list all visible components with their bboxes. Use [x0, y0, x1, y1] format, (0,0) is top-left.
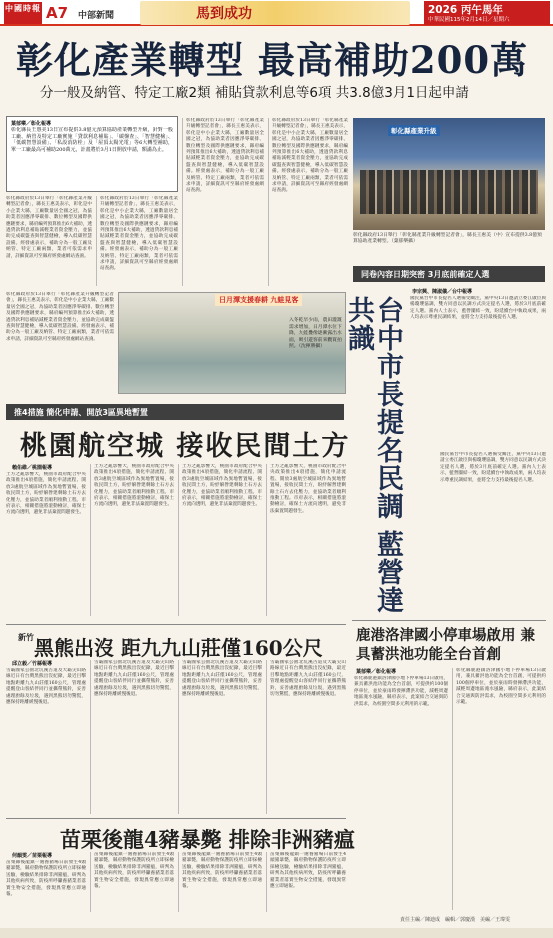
story4-byline: 邱立毅／竹縣報導	[12, 661, 53, 667]
page-footer	[0, 928, 553, 938]
main-subhead: 分一般及納管、特定工廠2類 補貼貸款利息等6項 共3.8億3月1日起申請	[40, 85, 469, 101]
page-number: A7	[46, 4, 69, 22]
story-body-col-5: 彰化縣政府於13日舉行「彰化縣產業升級轉型記者會」，縣長王惠美表示，彰化是中小企業大縣，工廠數量居全國之冠，為協助業者因應淨零碳排、數位轉型及國際供應鏈要求，縣府編列預算推出6大補助，透過貸款利息補貼減輕業者資金壓力，並協助完成碳盤查與智慧健檢，導入低碳智慧設備。經發處表示，補助分為一般工廠及納管、特定工廠兩類，業者可依需求申請，詳細資訊可至縣府經發處網站查詢。	[6, 292, 114, 342]
story-body-col-3: 彰化縣政府於13日舉行「彰化縣產業升級轉型記者會」，縣長王惠美表示，彰化是中小企業大縣，工廠數量居全國之冠，為協助業者因應淨零碳排、數位轉型及國際供應鏈要求，縣府編列預算推出6大補助，透過貸款利息補貼減輕業者資金壓力，並協助完成碳盤查與智慧健檢，導入低碳智慧設備。經發處表示，補助分為一般工廠及納管、特定工廠兩類，業者可依需求申請，詳細資訊可至縣府經發處網站查詢。	[182, 118, 264, 286]
story4-headline	[18, 632, 323, 661]
new-year-banner	[140, 1, 410, 25]
story-body-col-4: 彰化縣政府於13日舉行「彰化縣產業升級轉型記者會」，縣長王惠美表示，彰化是中小企業大縣，工廠數量居全國之冠，為協助業者因應淨零碳排、數位轉型及國際供應鏈要求，縣府編列預算推出6大補助，透過貸款利息補貼減輕業者資金壓力，並協助完成碳盤查與智慧健檢，導入低碳智慧設備。經發處表示，補助分為一般工廠及納管、特定工廠兩類，業者可依需求申請，詳細資訊可至縣府經發處網站查詢。	[268, 118, 348, 286]
story5-col-4: 苗栗縣後龍鎮一處養豬場日前發生4頭豬暴斃，縣府動物保護防疫所立即採檢送驗，檢驗結果排除非洲豬瘟，研判為其他疾病所致，防疫所呼籲養豬業者落實生物安全措施，發現異常應立即通報。	[266, 852, 346, 912]
year-label: 2026 丙午馬年	[428, 4, 503, 16]
lead-paragraph: 彰化縣長王惠美13日宣布提供3.8億元預算協助產業轉型升級，針對一般工廠、納管及特定工廠實施「貸款利息補貼」、「碳盤查」、「智慧健檢」、「低碳智慧設備」、「私設消防栓」及「屋頂太陽光電」等6大轉型補助，單一工廠最高可補助200萬元，計畫將於3月1日開放申請，額滿為止。	[11, 127, 173, 153]
story6-col-1: 彰化縣鹿港鎮洛津國小地下停車場13日啟用，兼具蓄洪池功能為全台首創，可提供約100個停車位，並於豪雨時發揮滯洪功能，減輕周邊地區淹水風險，縣府表示，此案結合交通與防洪需求，為校園空間多元利用的示範。	[354, 676, 448, 707]
main-headline: 彰化產業轉型 最高補助200萬	[16, 38, 529, 82]
banner-text: 馬到成功	[196, 6, 252, 22]
story5-col-2: 苗栗縣後龍鎮一處養豬場日前發生4頭豬暴斃，縣府動物保護防疫所立即採檢送驗，檢驗結果排除非洲豬瘟，研判為其他疾病所致，防疫所呼籲養豬業者落實生物安全措施，發現異常應立即通報。	[90, 852, 174, 912]
story2-col-3: 土方之亂影響大，桃園市政府配合中央政策推出4項措施，簡化申請流程、開放3處航空城區域作為異地暫置場，接收民間土方，盼紓解營建剩餘土石方去化壓力，並協助業者順利推動工程。市府表示，相關措施將滾動檢討，確保土方流向透明，避免非法棄置問題發生。	[178, 464, 262, 616]
date-box	[424, 1, 550, 25]
story5-byline: 何韻雯／苗栗報導	[12, 853, 53, 859]
story2-col-1: 土方之亂影響大，桃園市政府配合中央政策推出4項措施，簡化申請流程、開放3處航空城區域作為異地暫置場，接收民間土方，盼紓解營建剩餘土石方去化壓力，並協助業者順利推動工程。市府表示，相關措施將滾動檢討，確保土方流向透明，避免非法棄置問題發生。	[6, 472, 86, 516]
story6-col-2: 彰化縣鹿港鎮洛津國小地下停車場13日啟用，兼具蓄洪池功能為全台首創，可提供約100個停車位，並於豪雨時發揮滯洪功能，減輕周邊地區淹水風險，縣府表示，此案結合交通與防洪需求，為校園空間多元利用的示範。	[452, 668, 546, 910]
photo-tag: 日月潭支援春耕 九蛙見客	[215, 294, 302, 306]
photo-backdrop-banner: 彰化縣產業升級	[388, 125, 440, 136]
lead-paragraph-box	[6, 116, 178, 192]
story3-byline: 李宗興、陳淑儀／台中報導	[412, 289, 473, 295]
story2-kicker: 推4措施 簡化申請、開放3區異地暫置	[6, 404, 344, 420]
issue-date: 中華民國115年2月14日／星期六	[428, 17, 510, 23]
story2-col-2: 土方之亂影響大，桃園市政府配合中央政策推出4項措施，簡化申請流程、開放3處航空城區域作為異地暫置場，接收民間土方，盼紓解營建剩餘土石方去化壓力，並協助業者順利推動工程。市府表示，相關措施將滾動檢討，確保土方流向透明，避免非法棄置問題發生。	[90, 464, 174, 616]
story2-byline: 賴佑維／桃園報導	[12, 465, 53, 471]
story5-col-1: 苗栗縣後龍鎮一處養豬場日前發生4頭豬暴斃，縣府動物保護防疫所立即採檢送驗，檢驗結果排除非洲豬瘟，研判為其他疾病所致，防疫所呼籲養豬業者落實生物安全措施，發現異常應立即通報。	[6, 860, 86, 898]
photo-story-caption: 入冬乾旱少雨，農田灌溉需求增加，日月潭水位下降，九蛙疊像逐漸露出水面，吸引遊客前來觀賞拍照。（沈揮勝攝）	[289, 318, 342, 349]
region-tag: 新竹	[18, 632, 34, 642]
photo-caption: 彰化縣政府13日舉行「彰化縣產業升級轉型記者會」，縣長王惠美（中）宣布提供3.8億預算協助產業轉型。（葉郁樂攝）	[353, 233, 542, 245]
story5-col-3: 苗栗縣後龍鎮一處養豬場日前發生4頭豬暴斃，縣府動物保護防疫所立即採檢送驗，檢驗結果排除非洲豬瘟，研判為其他疾病所致，防疫所呼籲養豬業者落實生物安全措施，發現異常應立即通報。	[178, 852, 262, 912]
story-body-col-1: 彰化縣政府於13日舉行「彰化縣產業升級轉型記者會」，縣長王惠美表示，彰化是中小企業大縣，工廠數量居全國之冠，為協助業者因應淨零碳排、數位轉型及國際供應鏈要求，縣府編列預算推出6大補助，透過貸款利息補貼減輕業者資金壓力，並協助完成碳盤查與智慧健檢，導入低碳智慧設備。經發處表示，補助分為一般工廠及納管、特定工廠兩類，業者可依需求申請，詳細資訊可至縣府經發處網站查詢。	[6, 196, 92, 259]
divider	[6, 818, 346, 819]
story4-col-4: 雪霸國家公園北坑溪古道及大霸尖山路線近日有台灣黑熊出沒紀錄，最近目擊地點距離九九山莊僅160公尺，管理處提醒登山客結伴同行並攜帶熊鈴，妥善處理廚餘及垃圾，遇到黑熊切勿驚慌，應保持距離緩慢後退。	[266, 660, 346, 814]
story4-headline-text: 黑熊出沒 距九九山莊僅160公尺	[34, 636, 323, 660]
divider	[352, 620, 546, 621]
story4-col-1: 雪霸國家公園北坑溪古道及大霸尖山路線近日有台灣黑熊出沒紀錄，最近目擊地點距離九九山莊僅160公尺，管理處提醒登山客結伴同行並攜帶熊鈴，妥善處理廚餘及垃圾，遇到黑熊切勿驚慌，應保持距離緩慢後退。	[6, 668, 86, 706]
divider	[6, 624, 346, 625]
story3-headline: 台中市長提名民調 藍營達共識	[343, 296, 403, 615]
story4-col-3: 雪霸國家公園北坑溪古道及大霸尖山路線近日有台灣黑熊出沒紀錄，最近目擊地點距離九九山莊僅160公尺，管理處提醒登山客結伴同行並攜帶熊鈴，妥善處理廚餘及垃圾，遇到黑熊切勿驚慌，應保持距離緩慢後退。	[178, 660, 262, 814]
story4-col-2: 雪霸國家公園北坑溪古道及大霸尖山路線近日有台灣黑熊出沒紀錄，最近目擊地點距離九九山莊僅160公尺，管理處提醒登山客結伴同行並攜帶熊鈴，妥善處理廚餘及垃圾，遇到黑熊切勿驚慌，應保持距離緩慢後退。	[90, 660, 174, 814]
officials-group	[360, 170, 538, 214]
story2-headline: 桃園航空城 接收民間土方	[20, 431, 351, 462]
story2-col-4: 土方之亂影響大，桃園市政府配合中央政策推出4項措施，簡化申請流程、開放3處航空城區域作為異地暫置場，接收民間土方，盼紓解營建剩餘土石方去化壓力，並協助業者順利推動工程。市府表示，相關措施將滾動檢討，確保土方流向透明，避免非法棄置問題發生。	[266, 464, 346, 616]
story6-byline: 葉郁樂／彰化報導	[356, 669, 397, 675]
story3-kicker: 同卷內容日期突密 3月底前確定人選	[353, 266, 545, 282]
story6-headline: 鹿港洛津國小停車場啟用 兼具蓄洪池功能全台首創	[356, 627, 536, 663]
masthead-logo: 中國時報	[4, 2, 42, 24]
story3-col-1: 國民黨台中市長提名人選備受關注，黨中央13日邀請立委江啟臣與楊瓊瓔協調，雙方同意以民調方式決定提名人選，將於3月底前確定人選。黨內人士表示，藍營團結一致，盼延續台中執政成果，兩人均表示尊重民調結果，並將全力支持最後提名人選。	[410, 296, 546, 321]
story3-col-2: 國民黨台中市長提名人選備受關注，黨中央13日邀請立委江啟臣與楊瓊瓔協調，雙方同意以民調方式決定提名人選，將於3月底前確定人選。黨內人士表示，藍營團結一致，盼延續台中執政成果，兩人均表示尊重民調結果，並將全力支持最後提名人選。	[440, 452, 546, 483]
story5-headline: 苗栗後龍4豬暴斃 排除非洲豬瘟	[60, 827, 355, 852]
section-name: 中部新聞	[78, 11, 115, 21]
byline: 葉郁樂／彰化報導	[11, 121, 52, 127]
page-header	[0, 0, 553, 26]
editor-credit: 責任主編／陳迪成 編輯／郭慶漢 美編／王瑋雯	[400, 917, 511, 923]
story-body-col-2: 彰化縣政府於13日舉行「彰化縣產業升級轉型記者會」，縣長王惠美表示，彰化是中小企業大縣，工廠數量居全國之冠，為協助業者因應淨零碳排、數位轉型及國際供應鏈要求，縣府編列預算推出6大補助，透過貸款利息補貼減輕業者資金壓力，並協助完成碳盤查與智慧健檢，導入低碳智慧設備。經發處表示，補助分為一般工廠及納管、特定工廠兩類，業者可依需求申請，詳細資訊可至縣府經發處網站查詢。	[96, 196, 178, 286]
